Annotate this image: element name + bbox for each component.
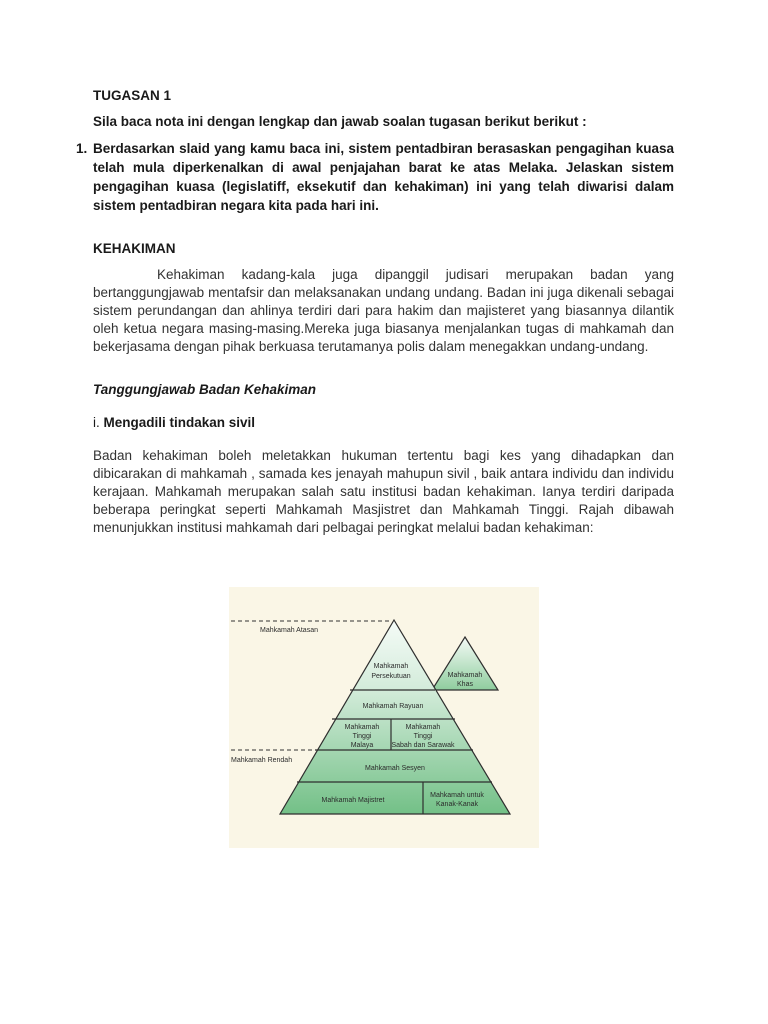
responsibility-heading: Tanggungjawab Badan Kehakiman bbox=[93, 382, 317, 397]
question-text: Berdasarkan slaid yang kamu baca ini, sistem pentadbiran berasaskan pengagihan kuasa telah mula diperkenalkan di awal penjajahan barat ke atas Melaka. Jelaskan sistem pengagihan kuasa (legislatiff, eksekutif dan kehakiman) ini yang telah diwarisi dalam sistem pentadbiran negara kita pada hari ini. bbox=[93, 141, 674, 213]
paragraph-kehakiman: Kehakiman kadang-kala juga dipanggil judisari merupakan badan yang bertanggungjawab mentafsir dan melaksanakan undang undang. Badan ini juga dikenali sebagai sistem perundangan dan ahlinya terdiri dari para hakim dan majisteret yang biasannya dilantik oleh ketua negara masing-masing.Mereka juga biasanya menjalankan tugas di mahkamah dan bekerjasama dengan pihak berkuasa terutamanya polis dalam menegakkan undang-undang. bbox=[93, 267, 674, 354]
sub-item-heading bbox=[93, 415, 255, 430]
question-number: 1. bbox=[76, 141, 88, 156]
label-kanak-2: Kanak-Kanak bbox=[435, 801, 479, 808]
instruction-text: Sila baca nota ini dengan lengkap dan jawab soalan tugasan berikut berikut : bbox=[93, 114, 587, 129]
label-mahkamah-atasan: Mahkamah Atasan bbox=[260, 627, 318, 634]
sub-item-prefix: i. bbox=[93, 415, 104, 430]
court-hierarchy-figure bbox=[229, 587, 539, 848]
label-tinggi-sabah-1: Mahkamah bbox=[405, 724, 441, 731]
label-tinggi-malaya-1: Mahkamah bbox=[344, 724, 380, 731]
section-heading: KEHAKIMAN bbox=[93, 241, 176, 256]
label-khas-1: Mahkamah bbox=[447, 672, 483, 679]
label-persekutuan-2: Persekutuan bbox=[371, 673, 411, 680]
label-sesyen: Mahkamah Sesyen bbox=[365, 765, 425, 772]
label-kanak-1: Mahkamah untuk bbox=[430, 792, 484, 799]
label-tinggi-sabah-3: Sabah dan Sarawak bbox=[391, 742, 455, 749]
sub-item-title: Mengadili tindakan sivil bbox=[103, 415, 256, 430]
label-persekutuan-1: Mahkamah bbox=[373, 663, 409, 670]
label-mahkamah-rendah: Mahkamah Rendah bbox=[231, 757, 293, 764]
label-tinggi-sabah-2: Tinggi bbox=[413, 733, 433, 740]
assignment-title: TUGASAN 1 bbox=[93, 88, 172, 103]
label-tinggi-malaya-2: Tinggi bbox=[352, 733, 372, 740]
label-tinggi-malaya-3: Malaya bbox=[350, 742, 374, 749]
label-rayuan: Mahkamah Rayuan bbox=[362, 703, 424, 710]
label-majistret: Mahkamah Majistret bbox=[321, 797, 385, 804]
paragraph-mahkamah: Badan kehakiman boleh meletakkan hukuman tertentu bagi kes yang dihadapkan dan dibicarakan di mahkamah , samada kes jenayah mahupun sivil , baik antara individu dan individu kerajaan. Mahkamah merupakan salah satu institusi badan kehakiman. Ianya terdiri daripada beberapa peringkat seperti Mahkamah Masjistret dan Mahkamah Tinggi. Rajah dibawah menunjukkan institusi mahkamah dari pelbagai peringkat melalui badan kehakiman: bbox=[93, 448, 674, 535]
court-pyramid-diagram bbox=[229, 587, 539, 848]
label-khas-2: Khas bbox=[457, 681, 473, 688]
